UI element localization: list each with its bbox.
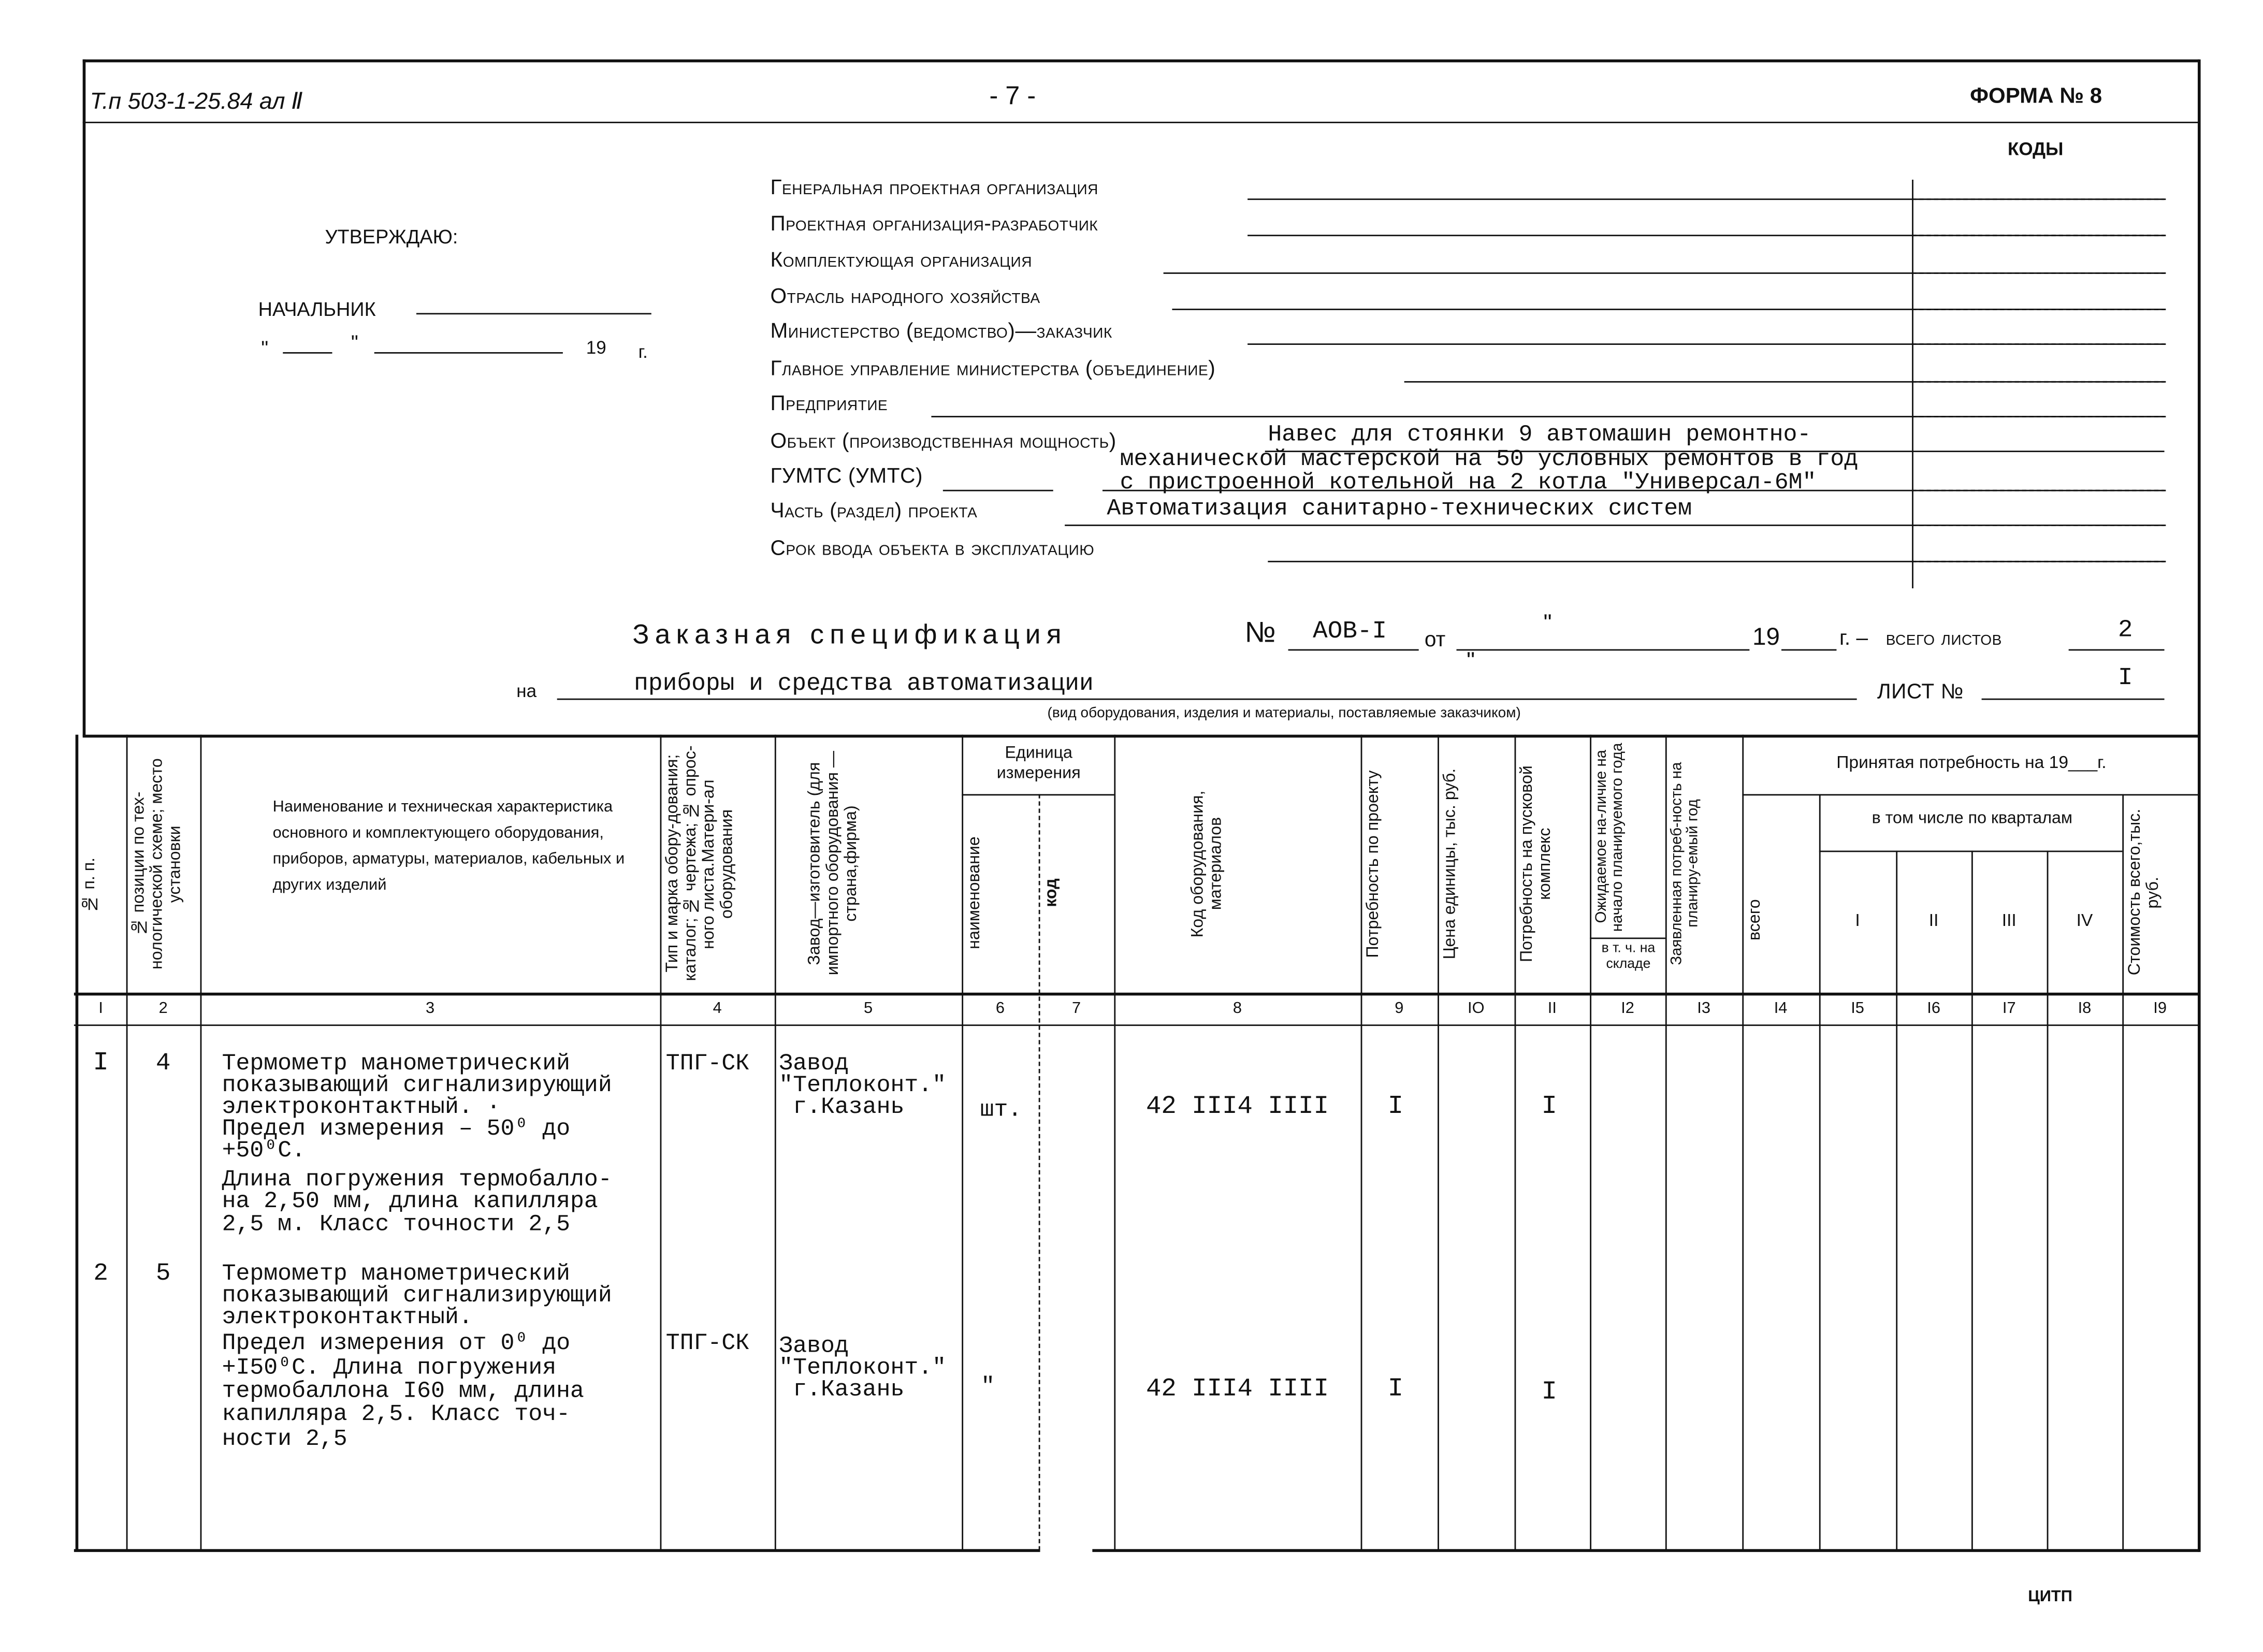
col-number: I7 xyxy=(2002,999,2016,1018)
col-header-8: Код оборудования, материалов xyxy=(1189,790,1225,937)
row-2-launch-need: I xyxy=(1541,1378,1557,1408)
quarters-header: в том числе по кварталам xyxy=(1872,810,2073,828)
row-2-maker-line: "Теплоконт." xyxy=(779,1355,947,1381)
codes-label: КОДЫ xyxy=(2007,139,2064,160)
frame-left-upper xyxy=(83,60,86,736)
col-header-1: № п. п. xyxy=(81,857,99,911)
object-value-line-1: Навес для стоянки 9 автомашин ремонтно- xyxy=(1268,422,1811,448)
document-reference: Т.п 503-1-25.84 ал Ⅱ xyxy=(90,90,303,115)
col-header-18: IV xyxy=(2076,910,2093,931)
col-header-14: всего xyxy=(1746,900,1764,941)
object-value-line-2: механической мастерской на 50 условных ремонтов в год xyxy=(1120,446,1859,473)
field-gumts: ГУМТС (УМТС) xyxy=(770,465,923,488)
form-number: ФОРМА № 8 xyxy=(1970,84,2102,109)
total-sheets-label: всего листов xyxy=(1885,627,2002,651)
spec-number-label: № xyxy=(1244,617,1276,649)
col-number: 3 xyxy=(426,999,435,1018)
chief-label: НАЧАЛЬНИК xyxy=(258,298,376,321)
row-2-name-line: Предел измерения от 0⁰ до xyxy=(222,1330,571,1357)
col-number: I5 xyxy=(1851,999,1864,1018)
spec-number-value: АОВ-I xyxy=(1313,618,1387,646)
field-main-directorate: Главное управление министерства (объединение) xyxy=(770,358,1216,381)
number-row-bottom xyxy=(74,1024,2199,1026)
publisher-mark: ЦИТП xyxy=(2028,1588,2072,1606)
row-2-name-line: капилляра 2,5. Класс точ- xyxy=(222,1401,571,1428)
col-header-12-stock: в т. ч. на складе xyxy=(1601,940,1656,972)
col-header-10: Цена единицы, тыс. руб. xyxy=(1442,768,1460,960)
row-1-maker-line: г.Казань xyxy=(779,1094,905,1121)
spec-quote-upper: " xyxy=(1543,611,1552,636)
spec-quote-lower: " xyxy=(1467,649,1475,674)
col-header-3: Наименование и техническая характеристика основного и комплектующего оборудования, приборов, арматуры, материалов, кабельных и других изделий xyxy=(272,798,625,894)
field-commissioning-date: Срок ввода объекта в эксплуатацию xyxy=(770,538,1095,561)
col-header-9: Потребность по проекту xyxy=(1365,770,1383,958)
row-2-maker-line: г.Казань xyxy=(779,1376,905,1403)
row-1-need: I xyxy=(1387,1092,1403,1122)
col-number: 9 xyxy=(1395,999,1404,1018)
row-2-maker-line: Завод xyxy=(779,1333,849,1359)
chief-signature-line xyxy=(416,313,651,314)
row-1-maker-line: "Теплоконт." xyxy=(779,1072,947,1099)
col-header-5: Завод—изготовитель (для импортного оборудования —страна,фирма) xyxy=(806,751,861,976)
col-header-6: наименование xyxy=(966,836,984,949)
col-header-16: II xyxy=(1928,910,1939,931)
col-number: I6 xyxy=(1927,999,1941,1018)
row-2-name-line: Термометр манометрический xyxy=(222,1260,571,1287)
field-ministry-customer: Министерство (ведомство)—заказчик xyxy=(770,320,1112,344)
spec-title: Заказная спецификация xyxy=(632,620,1067,651)
col-number: I3 xyxy=(1697,999,1710,1018)
row-2-name-line: +I50⁰С. Длина погружения xyxy=(222,1355,557,1381)
col-number: II xyxy=(1547,999,1557,1018)
col-number: I xyxy=(98,999,103,1018)
spec-date-label: от xyxy=(1424,629,1446,653)
col-number: 5 xyxy=(863,999,873,1018)
field-general-designer: Генеральная проектная организация xyxy=(770,177,1098,200)
field-designer-developer: Проектная организация-разработчик xyxy=(770,213,1098,237)
row-1-launch-need: I xyxy=(1541,1092,1557,1122)
row-1-name-line: 2,5 м. Класс точности 2,5 xyxy=(222,1211,571,1238)
field-object-label: Объект (производственная мощность) xyxy=(770,430,1116,454)
field-project-section: Часть (раздел) проекта xyxy=(770,500,978,524)
col-number: 7 xyxy=(1071,999,1081,1018)
field-supplier-org: Комплектующая организация xyxy=(770,249,1032,273)
col-number: 4 xyxy=(713,999,722,1018)
row-2-name-line: показывающий сигнализирующий xyxy=(222,1282,612,1309)
row-1-type: ТПГ-СК xyxy=(665,1050,750,1077)
spec-for-label: на xyxy=(516,681,537,702)
col-header-11: Потребность на пусковой комплекс xyxy=(1518,765,1555,962)
total-sheets-value: 2 xyxy=(2117,617,2133,645)
section-value: Автоматизация санитарно-технических систем xyxy=(1107,495,1692,522)
row-1-position: 4 xyxy=(155,1050,171,1078)
col-number: 8 xyxy=(1232,999,1242,1018)
row-1-name-line: Предел измерения – 50⁰ до xyxy=(222,1115,571,1142)
row-1-name-line: на 2,50 мм, длина капилляра xyxy=(222,1188,598,1214)
unit-group-header: Единица измерения xyxy=(996,745,1081,783)
header-divider xyxy=(83,122,2199,123)
row-1-name-line: электроконтактный. · xyxy=(222,1094,501,1121)
col-number: I8 xyxy=(2078,999,2092,1018)
col-header-17: III xyxy=(2001,910,2017,931)
row-1-number: I xyxy=(93,1049,109,1078)
approval-year-suffix: г. xyxy=(638,342,648,363)
date-quote-close: " xyxy=(351,330,358,354)
row-2-name-line: электроконтактный. xyxy=(222,1304,473,1330)
accepted-need-header: Принятая потребность на 19___г. xyxy=(1836,752,2107,773)
col-number: 6 xyxy=(995,999,1005,1018)
row-1-name-line: Длина погружения термобалло- xyxy=(222,1166,612,1193)
col-header-19: Стоимость всего,тыс. руб. xyxy=(2126,809,2163,976)
col-header-12: Ожидаемое на-личие на начало планируемого года xyxy=(1592,742,1627,932)
sheet-number-value: I xyxy=(2117,665,2133,693)
table-bottom-left xyxy=(74,1549,1040,1552)
row-1-name-line: Термометр манометрический xyxy=(222,1050,571,1077)
field-industry: Отрасль народного хозяйства xyxy=(770,285,1040,309)
field-enterprise: Предприятие xyxy=(770,393,888,416)
frame-right xyxy=(2198,60,2201,1552)
sheet-number-label: ЛИСТ № xyxy=(1877,681,1964,704)
frame-top xyxy=(83,60,2199,63)
col-number: IO xyxy=(1468,999,1485,1018)
row-1-name-line: +50⁰С. xyxy=(222,1137,306,1164)
row-2-name-line: ности 2,5 xyxy=(222,1426,347,1452)
row-1-unit: шт. xyxy=(980,1097,1022,1123)
spec-year-prefix: 19 xyxy=(1752,623,1780,651)
row-2-unit: " xyxy=(981,1373,995,1400)
col-header-7: код xyxy=(1043,878,1061,907)
row-2-need: I xyxy=(1387,1375,1403,1404)
row-1-equipment-code: 42 III4 IIII xyxy=(1145,1092,1329,1122)
col-header-2: № позиции по тех-нологической схеме; место установки xyxy=(130,758,184,969)
table-bottom-right xyxy=(1092,1549,2199,1552)
row-2-position: 5 xyxy=(155,1260,171,1288)
equipment-type-value: приборы и средства автоматизации xyxy=(634,669,1094,697)
col-number: 2 xyxy=(158,999,168,1018)
number-row-top xyxy=(74,993,2199,996)
equipment-type-hint: (вид оборудования, изделия и материалы, поставляемые заказчиком) xyxy=(1047,705,1521,722)
approve-label: УТВЕРЖДАЮ: xyxy=(325,226,458,248)
table-top xyxy=(83,735,2199,738)
row-2-number: 2 xyxy=(93,1260,108,1288)
row-2-equipment-code: 42 III4 IIII xyxy=(1145,1375,1329,1404)
col-number: I4 xyxy=(1774,999,1788,1018)
approval-year-prefix: 19 xyxy=(586,337,606,358)
codes-column-line xyxy=(1912,180,1913,588)
row-1-name-line: показывающий сигнализирующий xyxy=(222,1072,612,1099)
spec-year-suffix: г. – xyxy=(1839,627,1868,651)
date-quote-open: " xyxy=(261,336,269,359)
col-number: I2 xyxy=(1621,999,1634,1018)
col-header-13: Заявленная потреб-ность на планиру-емый год xyxy=(1668,762,1702,965)
col-header-15: I xyxy=(1855,910,1860,931)
col-header-4: Тип и марка обору-дования; каталог; № чертежа; № опрос-ного листа.Матери-ал оборудования xyxy=(664,746,736,982)
col-number: I9 xyxy=(2153,999,2167,1018)
row-2-name-line: термобаллона I60 мм, длина xyxy=(222,1378,584,1404)
object-value-line-3: с пристроенной котельной на 2 котла "Универсал-6М" xyxy=(1120,469,1817,496)
page-number: - 7 - xyxy=(989,81,1036,110)
row-2-type: ТПГ-СК xyxy=(665,1330,750,1357)
row-1-maker-line: Завод xyxy=(779,1050,849,1077)
